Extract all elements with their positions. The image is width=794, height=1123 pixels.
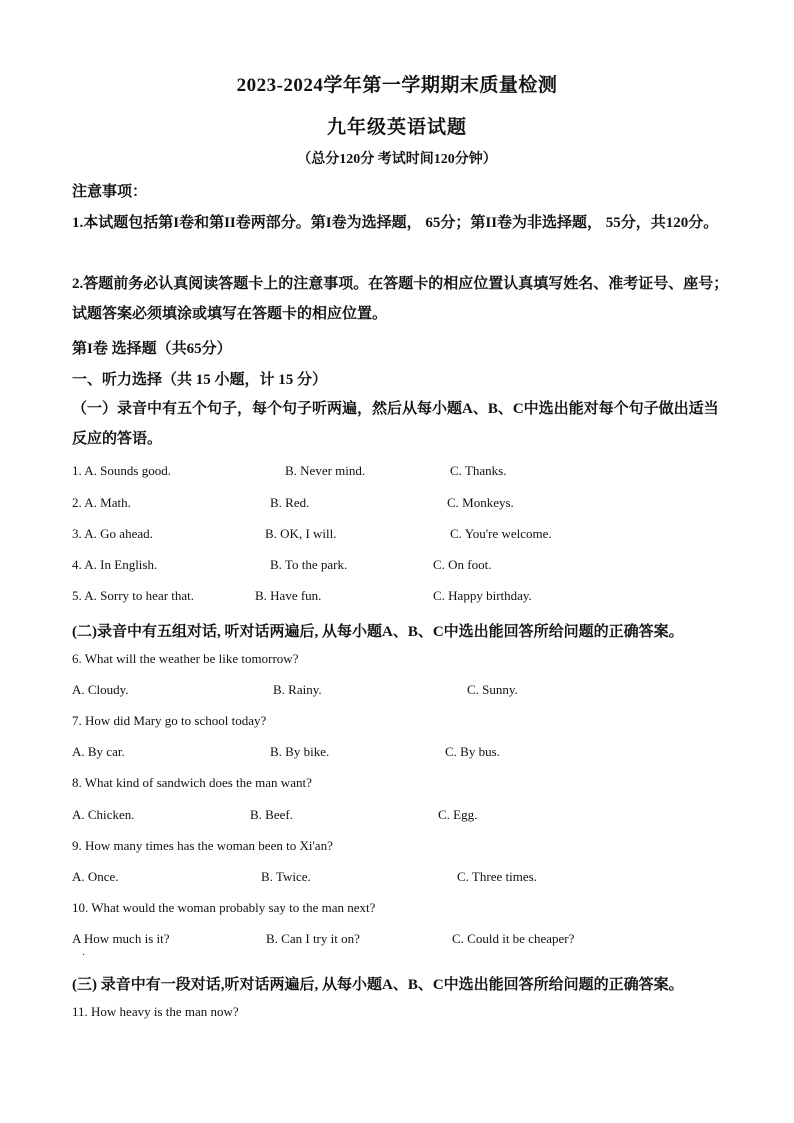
q3-option-c: C. You're welcome. (450, 526, 552, 541)
notice-heading: 注意事项： (72, 184, 148, 200)
q4-option-c: C. On foot. (433, 557, 492, 572)
q5-option-c: C. Happy birthday. (433, 588, 532, 603)
q2-option-b: B. Red. (270, 495, 310, 510)
q5-option-a: 5. A. Sorry to hear that. (72, 588, 195, 603)
q3-option-a: 3. A. Go ahead. (72, 526, 153, 541)
exam-note: （总分120分 考试时间120分钟） (297, 152, 497, 167)
q7-question: 7. How did Mary go to school today? (72, 713, 267, 728)
q6-option-c: C. Sunny. (467, 682, 518, 697)
q8-option-b: B. Beef. (250, 807, 293, 822)
exam-subtitle: 九年级英语试题 (326, 117, 467, 138)
sub3-instruction: (三) 录音中有一段对话,听对话两遍后, 从每小题A、B、C中选出能回答所给问题的正确答案。 (72, 977, 684, 993)
section-title: 一、听力选择（共 15 小题，计 15 分） (72, 372, 328, 388)
stray-dot: · (82, 950, 86, 961)
q6-question: 6. What will the weather be like tomorrow? (72, 651, 299, 666)
q7-option-c: C. By bus. (445, 744, 500, 759)
notice-item-2: 2.答题前务必认真阅读答题卡上的注意事项。在答题卡的相应位置认真填写姓名、准考证号、座号；试题答案必须填涂或填写在答题卡的相应位置。 (72, 276, 729, 322)
q1-option-b: B. Never mind. (285, 463, 366, 478)
q6-option-b: B. Rainy. (273, 682, 322, 697)
q10-option-a: A How much is it? (72, 931, 170, 946)
q9-option-b: B. Twice. (261, 869, 311, 884)
q10-option-c: C. Could it be cheaper? (452, 931, 575, 946)
q6-option-a: A. Cloudy. (72, 682, 129, 697)
q10-option-b: B. Can I try it on? (266, 931, 360, 946)
q1-option-c: C. Thanks. (450, 463, 507, 478)
q9-option-c: C. Three times. (457, 869, 537, 884)
q7-option-a: A. By car. (72, 744, 125, 759)
part1-heading: 第I卷 选择题（共65分） (72, 341, 232, 357)
q1-option-a: 1. A. Sounds good. (72, 463, 171, 478)
q8-option-a: A. Chicken. (72, 807, 135, 822)
q4-option-b: B. To the park. (270, 557, 348, 572)
q11-question: 11. How heavy is the man now? (72, 1004, 239, 1019)
q3-option-b: B. OK, I will. (265, 526, 337, 541)
q8-option-c: C. Egg. (438, 807, 478, 822)
sub2-instruction: (二)录音中有五组对话, 听对话两遍后, 从每小题A、B、C中选出能回答所给问题的正确答案。 (72, 624, 684, 640)
q8-question: 8. What kind of sandwich does the man want? (72, 775, 312, 790)
q4-option-a: 4. A. In English. (72, 557, 158, 572)
q9-question: 9. How many times has the woman been to Xi'an? (72, 838, 333, 853)
q5-option-b: B. Have fun. (255, 588, 322, 603)
exam-title: 2023-2024学年第一学期期末质量检测 (236, 75, 558, 96)
notice-item-1: 1.本试题包括第I卷和第II卷两部分。第I卷为选择题， 65分；第II卷为非选择题， 55分，共120分。 (72, 215, 719, 231)
q2-option-a: 2. A. Math. (72, 495, 131, 510)
q2-option-c: C. Monkeys. (447, 495, 514, 510)
q7-option-b: B. By bike. (270, 744, 330, 759)
q10-question: 10. What would the woman probably say to the man next? (72, 900, 376, 915)
q9-option-a: A. Once. (72, 869, 119, 884)
sub1-instruction: （一）录音中有五个句子，每个句子听两遍，然后从每小题A、B、C中选出能对每个句子做出适当反应的答语。 (72, 401, 719, 447)
